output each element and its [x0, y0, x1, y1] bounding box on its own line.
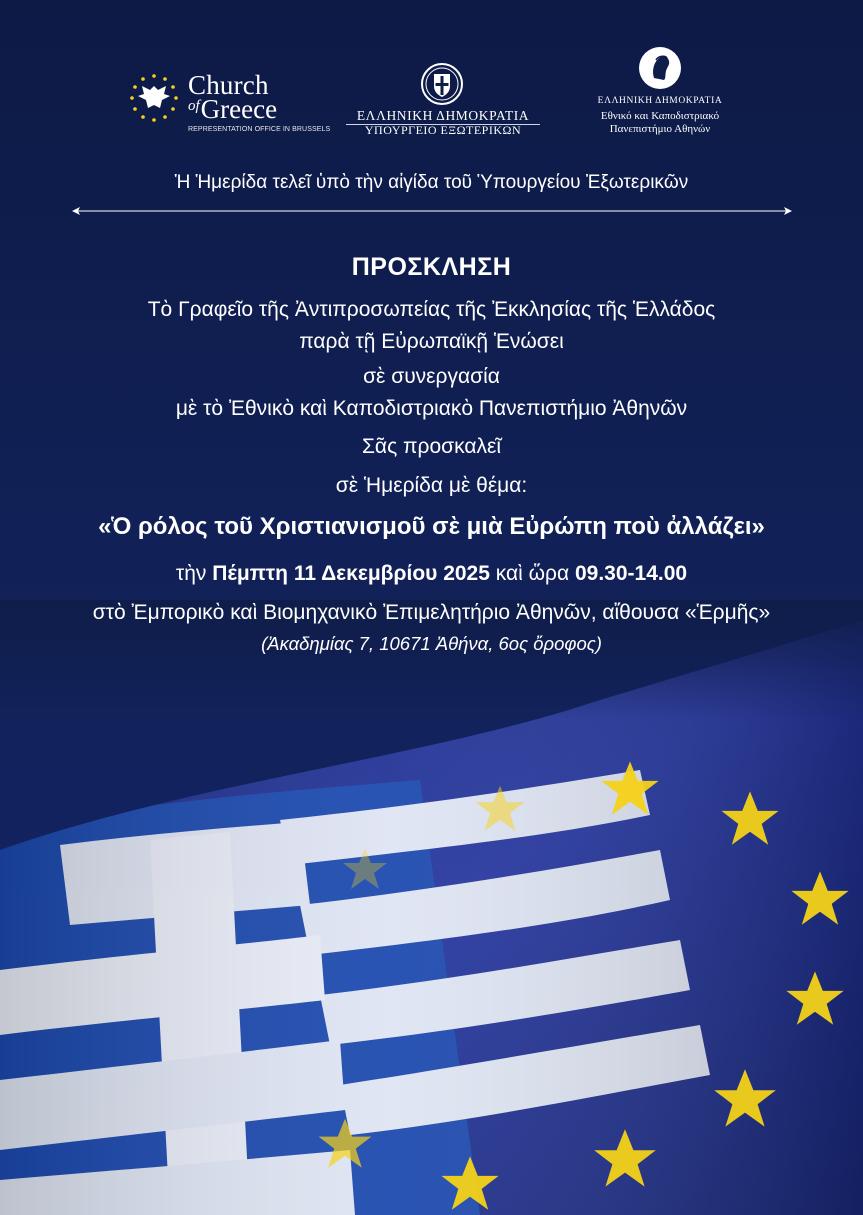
host-line2: παρὰ τῇ Εὐρωπαϊκῇ Ἑνώσει [299, 330, 564, 353]
uoa-republic-label: ΕΛΛΗΝΙΚΗ ΔΗΜΟΚΡΑΤΙΑ [597, 96, 723, 106]
mfa-republic-label: ΕΛΛΗΝΙΚΗ ΔΗΜΟΚΡΑΤΙΑ [356, 108, 530, 123]
uoa-name-line1: Εθνικό και Καποδιστριακό [600, 110, 720, 122]
church-of-greece-logo [124, 70, 331, 136]
church-name-greece: Greece [200, 94, 278, 124]
event-time: 09.30-14.00 [574, 562, 688, 585]
theme-intro-line: σὲ Ἡμερίδα μὲ θέμα: [335, 474, 528, 497]
partner-line: μὲ τὸ Ἐθνικὸ καὶ Καποδιστριακὸ Πανεπιστήμιο Ἀθηνῶν [175, 397, 688, 420]
church-name-line1: Church [188, 70, 269, 100]
invites-line: Σᾶς προσκαλεῖ [361, 435, 502, 458]
uoa-name-line2: Πανεπιστήμιο Αθηνών [609, 123, 711, 135]
university-of-athens-logo [578, 46, 742, 140]
athena-head-icon [638, 46, 682, 90]
church-name-of: of [188, 98, 200, 114]
invitation-heading: ΠΡΟΣΚΛΗΣΗ [351, 253, 512, 281]
mfa-ministry-label: ΥΠΟΥΡΓΕΙΟ ΕΞΩΤΕΡΙΚΩΝ [364, 123, 522, 137]
logos-row [0, 60, 863, 140]
event-theme: «Ὁ ρόλος τοῦ Χριστιανισμοῦ σὲ μιὰ Εὐρώπη ποὺ ἀλλάζει» [98, 513, 765, 540]
church-name-line2 [188, 94, 277, 125]
greek-coat-of-arms-icon [420, 62, 464, 106]
time-prefix: καὶ ὥρα [495, 562, 570, 585]
event-date: Πέμπτη 11 Δεκεμβρίου 2025 [212, 562, 490, 585]
ornamental-divider [72, 206, 792, 216]
cooperation-line: σὲ συνεργασία [363, 365, 500, 388]
venue-address: (Ἀκαδημίας 7, 10671 Ἀθήνα, 6ος ὄροφος) [261, 633, 602, 654]
venue-line: στὸ Ἐμπορικὸ καὶ Βιομηχανικὸ Ἐπιμελητήριο Ἀθηνῶν, αἴθουσα «Ἑρμῆς» [92, 601, 771, 624]
date-prefix: τὴν [175, 562, 207, 585]
auspices-line: Ἡ Ἡμερίδα τελεῖ ὑπὸ τὴν αἰγίδα τοῦ Ὑπουργείου Ἐξωτερικῶν [174, 172, 689, 193]
host-line1: Τὸ Γραφεῖο τῆς Ἀντιπροσωπείας τῆς Ἐκκλησίας τῆς Ἑλλάδος [147, 298, 716, 321]
ministry-foreign-affairs-logo [338, 60, 548, 140]
church-subtitle: REPRESENTATION OFFICE IN BRUSSELS [188, 126, 331, 133]
date-time-line [0, 562, 863, 586]
double-headed-eagle-stars-icon [124, 72, 184, 132]
